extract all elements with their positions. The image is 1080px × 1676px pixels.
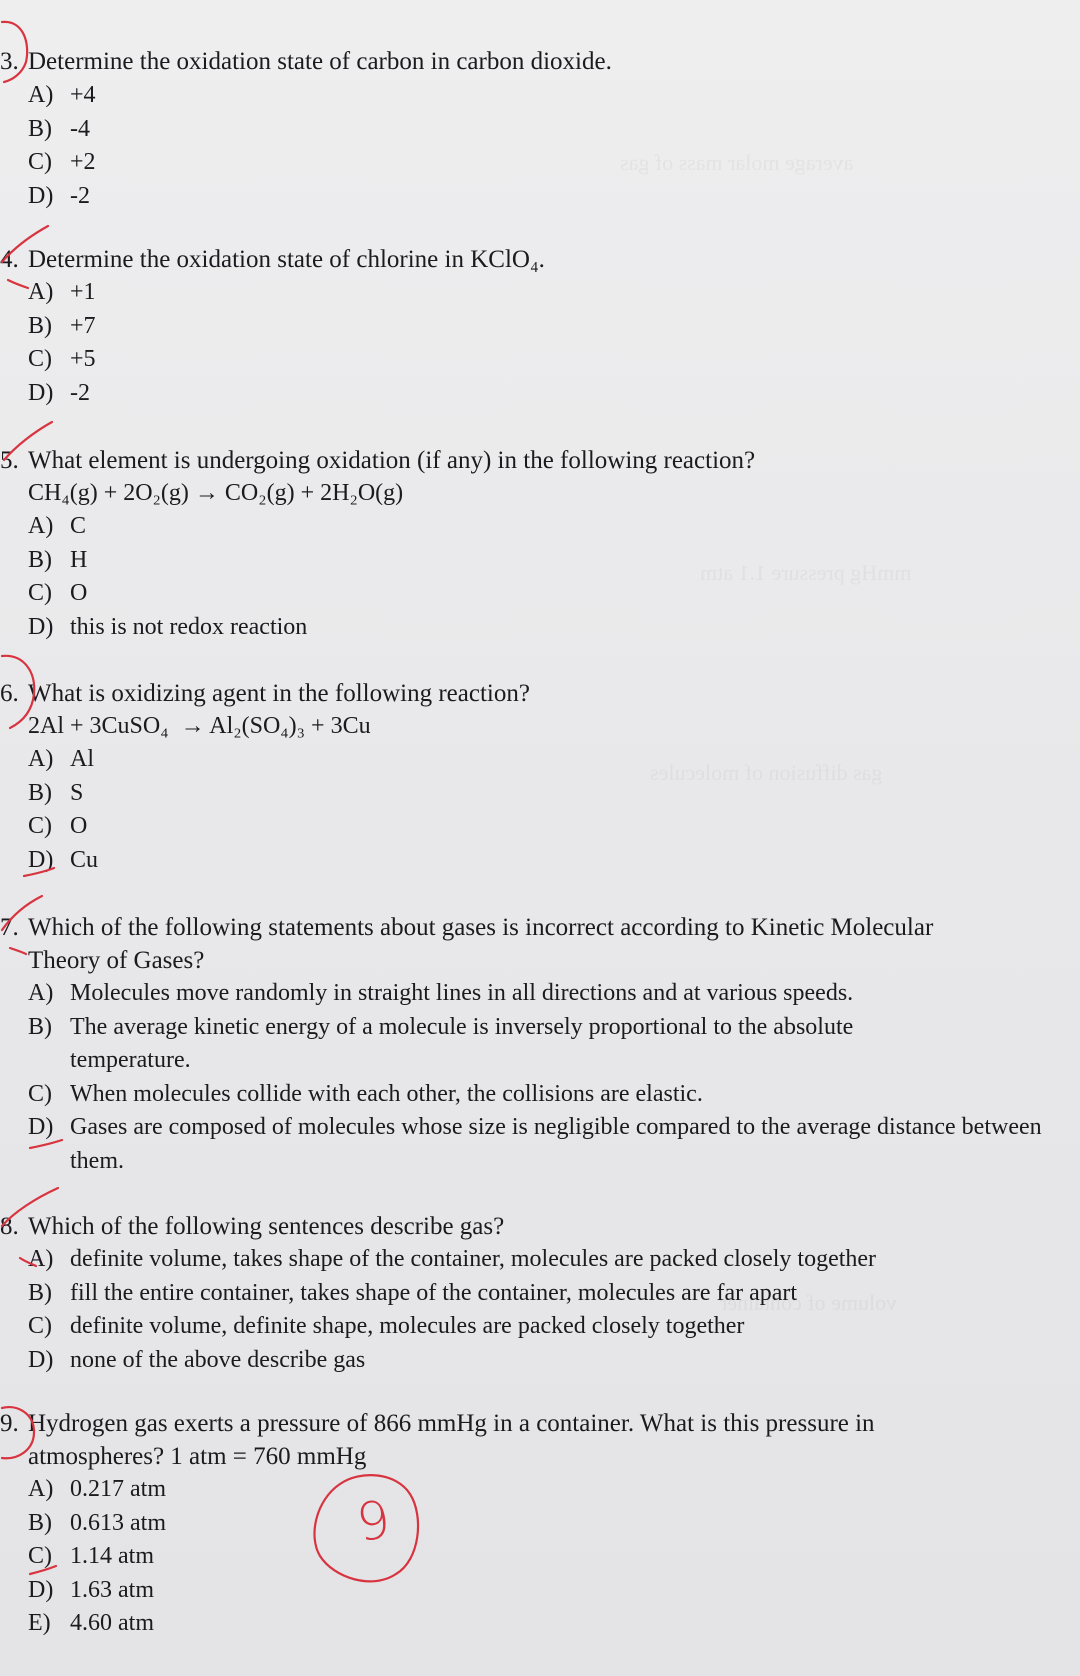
option-b[interactable]: B) 0.613 atm xyxy=(28,1509,166,1536)
reaction-equation: 2Al + 3CuSO₄ → Al₂(SO₄)₃ + 3Cu xyxy=(28,713,371,739)
option-d[interactable]: D) Gases are composed of molecules whose size is negligible compared to the average distance between them. xyxy=(28,1114,1042,1174)
question-7 xyxy=(0,911,1075,1178)
option-c[interactable]: C) O xyxy=(28,580,88,606)
question-4 xyxy=(0,243,1075,410)
question-number: 4. xyxy=(0,246,19,273)
question-5 xyxy=(0,444,1075,644)
handwritten-grade: 9 xyxy=(352,1489,395,1555)
answer-options xyxy=(0,977,1075,1178)
option-b[interactable]: B) +7 xyxy=(28,312,96,339)
option-d[interactable]: D) -2 xyxy=(28,379,90,406)
option-c[interactable]: C) +2 xyxy=(28,149,96,175)
option-c[interactable]: C) 1.14 atm xyxy=(28,1543,154,1569)
option-a[interactable]: A) C xyxy=(28,513,87,539)
option-d[interactable]: D) -2 xyxy=(28,182,90,209)
option-a[interactable]: A) Al xyxy=(28,746,94,772)
option-a[interactable]: A) 0.217 atm xyxy=(28,1476,166,1502)
question-6 xyxy=(0,677,1075,877)
answer-options xyxy=(0,510,1075,644)
option-b[interactable]: B) The average kinetic energy of a molecule is inversely proportional to the absolute temperature. xyxy=(28,1013,854,1073)
answer-options xyxy=(0,743,1075,877)
option-a[interactable]: A) Molecules move randomly in straight lines in all directions and at various speeds. xyxy=(28,980,854,1006)
question-text: 6. What is oxidizing agent in the following reaction? xyxy=(0,677,1075,710)
question-text: 4. Determine the oxidation state of chlorine in KClO₄. xyxy=(0,243,1075,276)
option-d[interactable]: D) none of the above describe gas xyxy=(28,1346,366,1373)
option-d[interactable]: D) Cu xyxy=(28,846,99,873)
option-a[interactable]: A) +1 xyxy=(28,279,96,305)
question-text: 9. Hydrogen gas exerts a pressure of 866 mmHg in a container. What is this pressure in xyxy=(0,1407,1075,1440)
question-8 xyxy=(0,1210,1075,1377)
question-number: 3. xyxy=(0,48,19,75)
option-c[interactable]: C) O xyxy=(28,813,88,839)
reaction-equation: CH₄(g) + 2O₂(g) → CO₂(g) + 2H₂O(g) xyxy=(28,480,404,506)
exam-page: average molar mass of gas mmHg pressure 1.1 atm gas diffusion of molecules volume of container 3. Determine the oxidation state of carbon in carbon dioxide. A) +4 B) -4 C) +2 D) -2 4. Determine the oxidation state of chlorine in KClO₄. A) +1 B) +7 C) +5 D) -2 5. What element is undergoing oxidation (if any) in the following reaction? CH₄(g) + 2O₂(g) → CO₂(g) + 2H₂O(g) A) C B) H C) O D) this is not redox reaction 6. What is oxidizing agent in the following reaction? 2Al + 3CuSO₄ → Al₂(SO₄)₃ + 3Cu A) Al B) S C) O D) Cu 7. Which of the following statements about gases is incorrect according to Kinetic Molecular Theory of Gases? A) Molecules move randomly in straight lines in all directions and at various speeds. B) The average kinetic energy of a molecule is inversely proportional to the absolute temperature. C) When molecules collide with each other, the collisions are elastic. D) Gases are composed of molecules whose size is negligible compared to the average distance between them. 8. Which of the following sentences describe gas? A) definite volume, takes shape of the container, molecules are packed closely together B) fill the entire container, takes shape of the container, molecules are far apart C) definite volume, definite shape, molecules are packed closely together D) none of the above describe gas 9. Hydrogen gas exerts a pressure of 866 mmHg in a container. What is this pressure in atmospheres? 1 atm = 760 mmHg A) 0.217 atm B) 0.613 atm C) 1.14 atm D) 1.63 atm E) 4.60 atm 9 xyxy=(0,0,1080,1676)
answer-options xyxy=(0,1243,1075,1377)
option-b[interactable]: B) -4 xyxy=(28,115,90,142)
question-text: 5. What element is undergoing oxidation (if any) in the following reaction? xyxy=(0,444,1075,477)
question-text: 8. Which of the following sentences describe gas? xyxy=(0,1210,1075,1243)
question-text-cont: Theory of Gases? xyxy=(28,947,205,974)
option-a[interactable]: A) definite volume, takes shape of the container, molecules are packed closely together xyxy=(28,1246,877,1272)
question-9 xyxy=(0,1407,1075,1641)
option-d[interactable]: D) this is not redox reaction xyxy=(28,613,308,640)
option-b[interactable]: B) H xyxy=(28,546,88,573)
option-c[interactable]: C) When molecules collide with each other, the collisions are elastic. xyxy=(28,1080,703,1107)
option-c[interactable]: C) definite volume, definite shape, molecules are packed closely together xyxy=(28,1313,745,1339)
option-e[interactable]: E) 4.60 atm xyxy=(28,1610,154,1636)
option-d[interactable]: D) 1.63 atm xyxy=(28,1576,154,1603)
answer-options xyxy=(0,1473,1075,1641)
question-number: 7. xyxy=(0,914,19,941)
answer-options xyxy=(0,79,1075,213)
option-a[interactable]: A) +4 xyxy=(28,82,96,108)
option-b[interactable]: B) S xyxy=(28,779,84,806)
option-c[interactable]: C) +5 xyxy=(28,346,96,372)
answer-options xyxy=(0,276,1075,410)
question-number: 8. xyxy=(0,1213,19,1240)
question-number: 6. xyxy=(0,680,19,707)
question-text: 3. Determine the oxidation state of carbon in carbon dioxide. xyxy=(0,45,1075,78)
question-number: 9. xyxy=(0,1410,19,1437)
option-b[interactable]: B) fill the entire container, takes shape of the container, molecules are far apart xyxy=(28,1279,798,1306)
question-number: 5. xyxy=(0,447,19,474)
question-text-cont: atmospheres? 1 atm = 760 mmHg xyxy=(28,1443,367,1470)
question-text: 7. Which of the following statements about gases is incorrect according to Kinetic Molecular xyxy=(0,911,1075,944)
question-3 xyxy=(0,45,1075,213)
